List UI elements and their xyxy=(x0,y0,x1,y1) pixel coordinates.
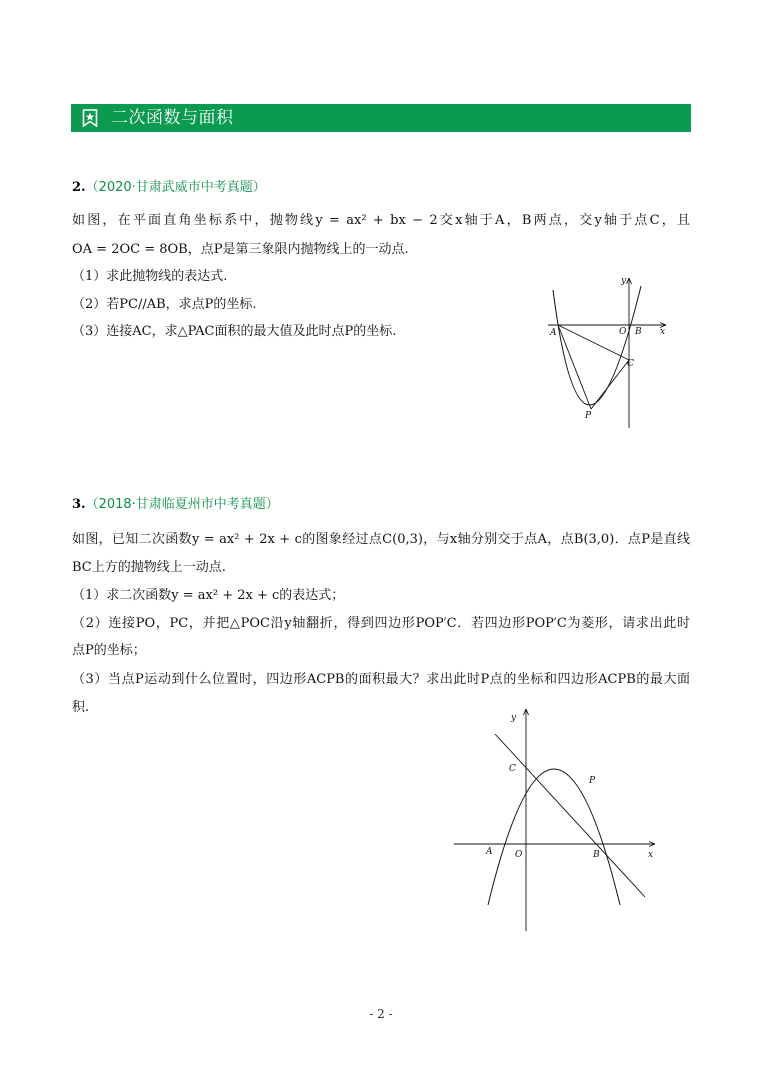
section-title: 二次函数与面积 xyxy=(111,108,234,128)
question-2-sub2: （2）若PC//AB，求点P的坐标. xyxy=(72,297,257,312)
question-3-stem-line2: BC上方的抛物线上一动点. xyxy=(72,560,226,575)
line-bc xyxy=(495,734,645,897)
question-number: 3. xyxy=(72,497,86,512)
segment-pc xyxy=(591,360,629,409)
question-2-sub3: （3）连接AC，求△PAC面积的最大值及此时点P的坐标. xyxy=(72,324,397,339)
question-2-stem-line1: 如图，在平面直角坐标系中，抛物线y = ax² + bx − 2交x轴于A，B两点，交y轴于点C，且 xyxy=(72,213,690,228)
label-y: y xyxy=(621,276,627,286)
label-o: O xyxy=(619,327,627,337)
question-2-figure xyxy=(540,272,675,432)
question-source: （2020·甘肃武威市中考真题） xyxy=(85,180,266,195)
label-c: C xyxy=(509,764,516,774)
question-number: 2. xyxy=(72,180,86,195)
question-3-sub1: （1）求二次函数y = ax² + 2x + c的表达式； xyxy=(72,588,345,603)
question-source: （2018·甘肃临夏州市中考真题） xyxy=(85,497,279,512)
question-3-sub2-line2: 点P的坐标； xyxy=(72,643,146,658)
question-3-sub3-line1: （3）当点P运动到什么位置时，四边形ACPB的面积最大？求出此时P点的坐标和四边形ACPB的最大面 xyxy=(72,672,690,687)
question-3-sub3-line2: 积. xyxy=(72,700,90,715)
page-number: - 2 - xyxy=(369,1007,393,1021)
label-b: B xyxy=(593,850,600,860)
section-banner xyxy=(71,104,691,132)
question-3-figure xyxy=(450,705,665,935)
label-b: B xyxy=(635,327,642,337)
label-c: C xyxy=(627,359,634,369)
question-3-sub2-line1: （2）连接PO，PC，并把△POC沿y轴翻折，得到四边形POP′C．若四边形POP′C为菱形，请求出此时 xyxy=(72,616,690,631)
label-p: P xyxy=(585,411,592,421)
bookmark-star-icon xyxy=(82,109,98,127)
question-2-sub1: （1）求此抛物线的表达式. xyxy=(72,269,228,284)
segment-ap xyxy=(558,325,591,409)
label-p: P xyxy=(589,776,596,786)
label-x: x xyxy=(648,850,654,860)
label-o: O xyxy=(515,850,523,860)
label-y: y xyxy=(511,713,517,723)
label-x: x xyxy=(660,327,666,337)
question-2-header xyxy=(72,176,266,195)
question-2-stem-line2: OA = 2OC = 8OB，点P是第三象限内抛物线上的一动点. xyxy=(72,242,409,257)
question-3-stem-line1: 如图，已知二次函数y = ax² + 2x + c的图象经过点C(0,3)，与x轴分别交于点A，点B(3,0)．点P是直线 xyxy=(72,532,690,547)
parabola-curve xyxy=(488,769,620,905)
question-3-header xyxy=(72,493,279,512)
label-a: A xyxy=(550,328,557,338)
label-a: A xyxy=(486,847,493,857)
